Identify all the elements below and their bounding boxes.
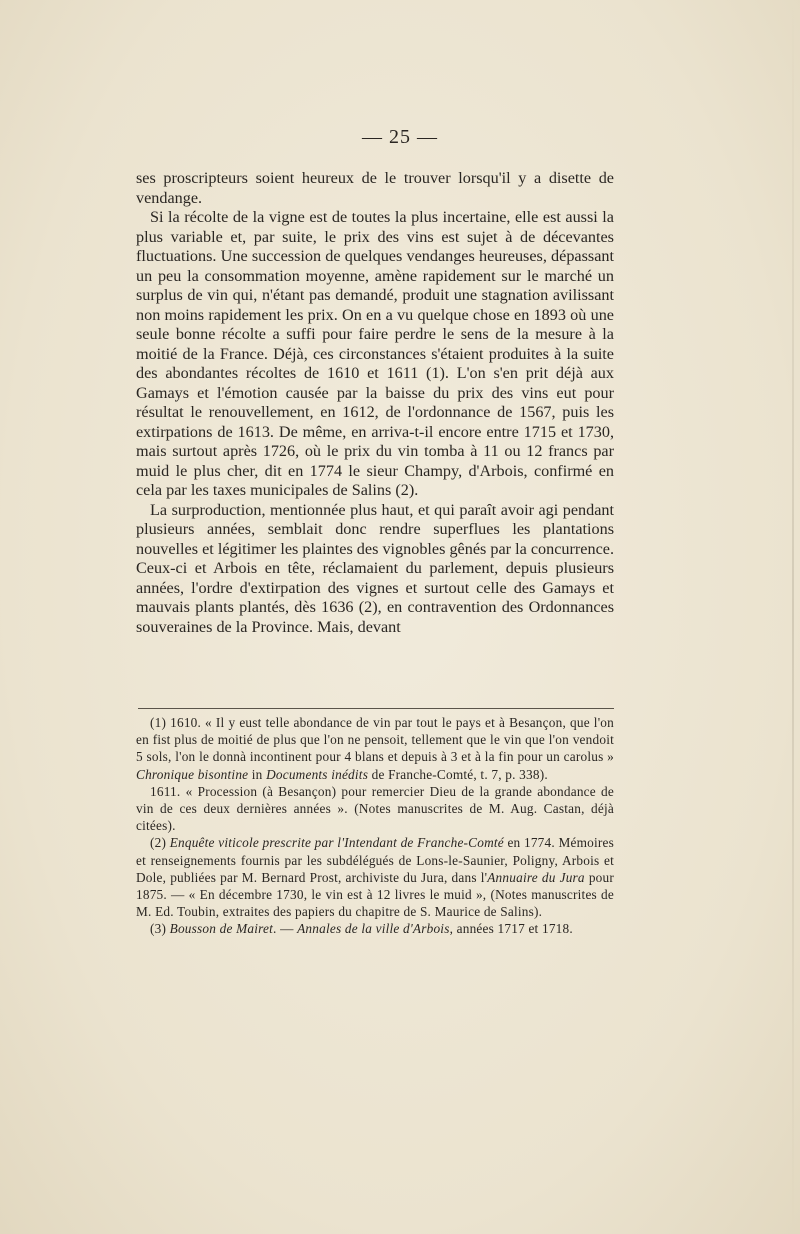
footnote-3 [136, 920, 614, 937]
footnote-2-marker: (2) [150, 835, 170, 851]
footnotes [136, 714, 614, 938]
footnote-2 [136, 834, 614, 920]
footnote-1-source: Documents inédits [266, 766, 369, 782]
main-text [136, 169, 614, 637]
footnote-3-title: Annales de la ville d'Arbois [297, 921, 450, 937]
footnote-separator [138, 708, 614, 709]
footnote-2-title: Enquête viticole prescrite par l'Intendant de Franche-Comté [169, 835, 504, 851]
footnote-3-sep: . — [273, 921, 298, 937]
footnote-1 [136, 714, 614, 783]
footnote-1-connector: in [248, 766, 267, 782]
paragraph-2: Si la récolte de la vigne est de toutes la plus incertaine, elle est aussi la plus variable et, par suite, le prix des vins est sujet à de décevantes fluctuations. Une succession de quelques vendanges heureuses, dépassant un peu la consommation moyenne, amène rapidement sur le marché un surplus de vin qui, n'étant pas demandé, produit une stagnation avilissant non moins rapidement les prix. On en a vu quelque chose en 1893 où une seule bonne récolte a suffi pour faire perdre le sens de la mesure à la moitié de la France. Déjà, ces circonstances s'étaient produites à la suite des abondantes récoltes de 1610 et 1611 (1). L'on s'en prit déjà aux Gamays et l'émotion causée par la baisse du prix des vins eut pour résultat le renouvellement, en 1612, de l'ordonnance de 1567, puis les extirpations de 1613. De même, en arriva-t-il encore entre 1715 et 1730, mais surtout après 1726, où le prix du vin tomba à 11 ou 12 francs par muid le plus cher, dit en 1774 le sieur Champy, d'Arbois, confirmé en cela par les taxes municipales de Salins (2). [136, 208, 614, 499]
footnote-1-continued: 1611. « Procession (à Besançon) pour remercier Dieu de la grande abondance de vin de ces deux dernières années ». (Notes manuscrites de M. Aug. Castan, déjà citées). [136, 783, 614, 834]
footnote-3-marker: (3) [150, 921, 170, 937]
footnote-2-text: en 1774. Mémoires et renseignements fournis par les subdélégués de Lons-le-Saunier, Poligny, Arbois et Dole, publiées par M. Bernard Prost, archiviste du Jura, dans l' [136, 835, 614, 885]
footnote-3-end: , années 1717 et 1718. [449, 921, 573, 937]
paragraph-3: La surproduction, mentionnée plus haut, et qui paraît avoir agi pendant plusieurs années, semblait donc rendre superflues les plantations nouvelles et légitimer les plaintes des vignobles gênés par la concurrence. Ceux-ci et Arbois en tête, réclamaient du parlement, depuis plusieurs années, l'ordre d'extirpation des vignes et surtout celle des Gamays et mauvais plants plantés, dès 1636 (2), en contravention des Ordonnances souveraines de la Province. Mais, devant [136, 500, 614, 636]
footnote-1-title: Chronique bisontine [136, 766, 249, 782]
page-number: — 25 — [362, 126, 438, 148]
footnote-2-source: Annuaire du Jura [487, 869, 585, 885]
footnote-1-ref: de Franche-Comté, t. 7, p. 338). [368, 766, 548, 782]
footnote-3-author: Bousson de Mairet [169, 921, 274, 937]
footnote-2-end: pour 1875. — « En décembre 1730, le vin est à 12 livres le muid », (Notes manuscrites de M. Ed. Toubin, extraites des papiers du chapitre de S. Maurice de Salins). [136, 869, 614, 920]
footnote-1-text: (1) 1610. « Il y eust telle abondance de vin par tout le pays et à Besançon, que l'on en fist plus de moitié de plus que l'on ne pensoit, tellement que le vin que l'on vendoit 5 sols, l'on le donnà incontinent pour 4 blans et depuis à 3 et à la fin pour un carolus » [136, 715, 614, 765]
paragraph-1: ses proscripteurs soient heureux de le trouver lorsqu'il y a disette de vendange. [136, 169, 614, 207]
page-edge-shadow [792, 0, 794, 1234]
